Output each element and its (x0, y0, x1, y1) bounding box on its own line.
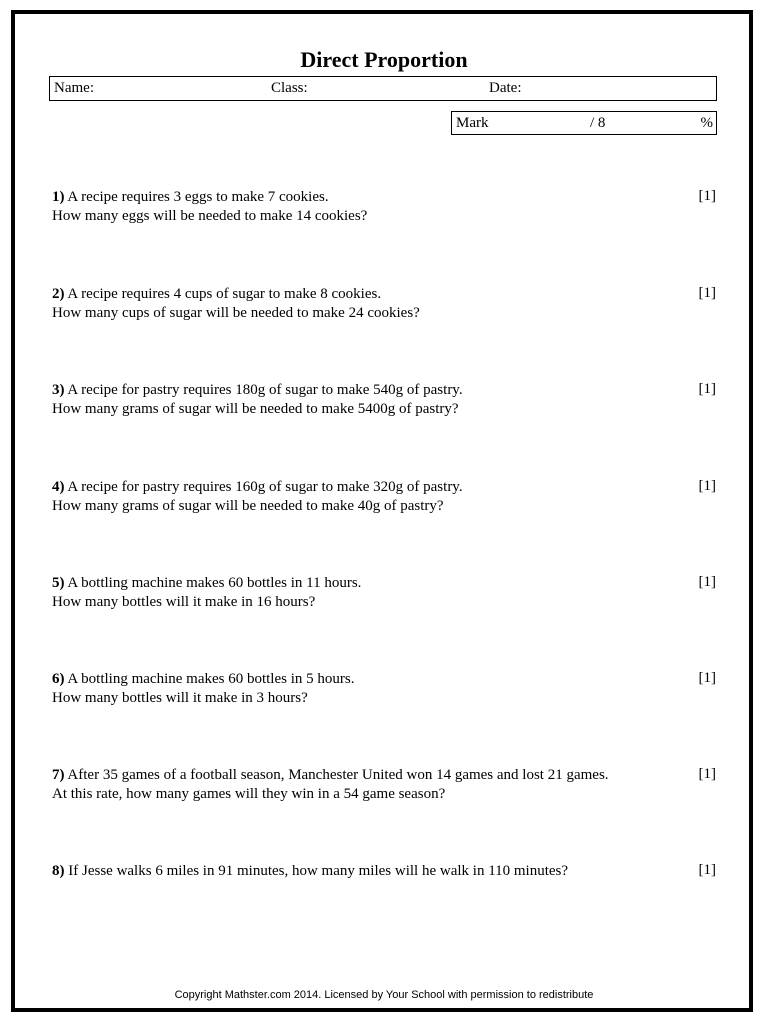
question-number: 1) (52, 189, 65, 205)
question-text: At this rate, how many games will they win in a 54 game season? (52, 786, 446, 802)
question-text: How many grams of sugar will be needed to make 40g of pastry? (52, 498, 444, 514)
mark-percent: % (700, 115, 713, 131)
question-1 (52, 188, 672, 226)
question-marks: [1] (698, 670, 716, 686)
question-text: How many cups of sugar will be needed to make 24 cookies? (52, 305, 420, 321)
question-text: How many grams of sugar will be needed to make 5400g of pastry? (52, 401, 459, 417)
question-number: 3) (52, 382, 65, 398)
question-8 (52, 862, 672, 881)
page-title: Direct Proportion (300, 47, 468, 72)
question-4 (52, 478, 672, 516)
mark-box (451, 111, 717, 135)
question-marks: [1] (698, 285, 716, 301)
class-label: Class: (271, 80, 308, 96)
mark-label: Mark (456, 115, 489, 131)
question-number: 7) (52, 767, 65, 783)
question-text: A recipe for pastry requires 160g of sugar to make 320g of pastry. (64, 479, 463, 495)
question-marks: [1] (698, 478, 716, 494)
question-number: 8) (52, 863, 65, 879)
question-text: After 35 games of a football season, Manchester United won 14 games and lost 21 games. (64, 767, 609, 783)
question-text: How many eggs will be needed to make 14 cookies? (52, 208, 368, 224)
question-5 (52, 574, 672, 612)
question-text: A bottling machine makes 60 bottles in 5 hours. (64, 671, 355, 687)
copyright-footer: Copyright Mathster.com 2014. Licensed by Your School with permission to redistribute (174, 989, 594, 1001)
question-marks: [1] (698, 766, 716, 782)
question-7 (52, 766, 672, 804)
question-text: How many bottles will it make in 3 hours? (52, 690, 308, 706)
name-label: Name: (54, 80, 94, 96)
question-number: 5) (52, 575, 65, 591)
question-text: How many bottles will it make in 16 hours? (52, 594, 316, 610)
question-3 (52, 381, 672, 419)
question-text: A recipe requires 3 eggs to make 7 cookies. (64, 189, 329, 205)
question-number: 4) (52, 479, 65, 495)
student-info-box (49, 76, 717, 101)
question-text: If Jesse walks 6 miles in 91 minutes, how many miles will he walk in 110 minutes? (64, 863, 569, 879)
date-label: Date: (489, 80, 522, 96)
mark-total: / 8 (590, 115, 606, 131)
question-marks: [1] (698, 862, 716, 878)
question-text: A bottling machine makes 60 bottles in 11 hours. (64, 575, 362, 591)
question-2 (52, 285, 672, 323)
question-text: A recipe requires 4 cups of sugar to make 8 cookies. (64, 286, 382, 302)
question-text: A recipe for pastry requires 180g of sugar to make 540g of pastry. (64, 382, 463, 398)
question-marks: [1] (698, 574, 716, 590)
question-6 (52, 670, 672, 708)
question-marks: [1] (698, 381, 716, 397)
question-marks: [1] (698, 188, 716, 204)
question-number: 2) (52, 286, 65, 302)
question-number: 6) (52, 671, 65, 687)
